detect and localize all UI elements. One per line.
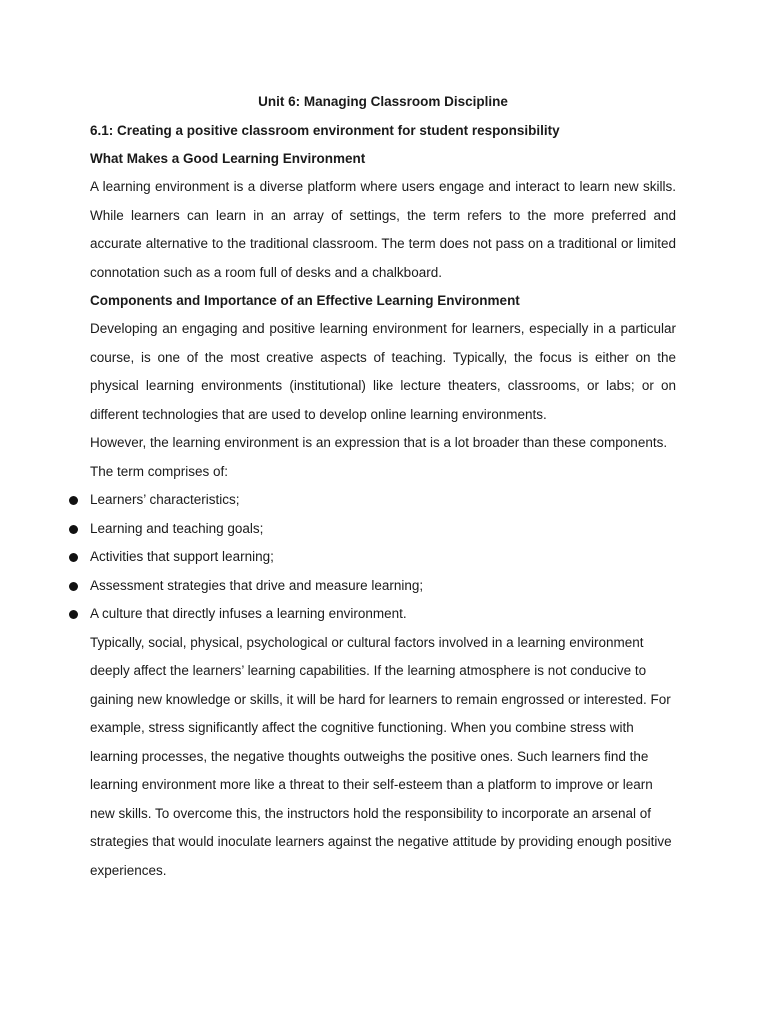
document-title: Unit 6: Managing Classroom Discipline [258, 94, 508, 109]
list-item-text: A culture that directly infuses a learning environment. [90, 606, 407, 621]
list-item [90, 572, 676, 601]
bullet-icon [69, 525, 78, 534]
paragraph-broader: However, the learning environment is an expression that is a lot broader than these components. The term comprises of: [90, 435, 668, 479]
bullet-icon [69, 553, 78, 562]
list-item [90, 486, 676, 515]
list-item-text: Learning and teaching goals; [90, 520, 264, 536]
list-item-text: Learners’ characteristics; [90, 492, 240, 507]
list-item-text: Assessment strategies that drive and measure learning; [90, 577, 424, 593]
document-body [90, 88, 676, 885]
paragraph-definition: A learning environment is a diverse platform where users engage and interact to learn new skills. While learners can learn in an array of settings, the term refers to the more preferred and accurate alternative to the traditional classroom. The term does not pass on a traditional or limited connotation such as a room full of desks and a chalkboard. [90, 179, 676, 280]
subheading-good-learning-environment: What Makes a Good Learning Environment [90, 151, 366, 166]
bullet-icon [69, 610, 78, 619]
components-list [90, 486, 676, 629]
list-item [90, 600, 676, 629]
bullet-icon [69, 496, 78, 505]
section-heading: 6.1: Creating a positive classroom environment for student responsibility [90, 123, 560, 138]
list-item [90, 543, 676, 572]
bullet-icon [69, 582, 78, 591]
paragraph-factors: Typically, social, physical, psychological or cultural factors involved in a learning environment deeply affect the learners’ learning capabilities. If the learning atmosphere is not conducive to gaining new knowledge or skills, it will be hard for learners to remain engrossed or interested. For example, stress significantly affect the cognitive functioning. When you combine stress with learning processes, the negative thoughts outweighs the positive ones. Such learners find the learning environment more like a threat to their self-esteem than a platform to improve or learn new skills. To overcome this, the instructors hold the responsibility to incorporate an arsenal of strategies that would inoculate learners against the negative attitude by providing enough positive experiences. [90, 634, 672, 878]
paragraph-developing: Developing an engaging and positive learning environment for learners, especially in a particular course, is one of the most creative aspects of teaching. Typically, the focus is either on the physical learning environments (institutional) like lecture theaters, classrooms, or labs; or on different technologies that are used to develop online learning environments. [90, 321, 676, 422]
list-item-text: Activities that support learning; [90, 549, 274, 564]
subheading-components: Components and Importance of an Effective Learning Environment [90, 293, 520, 308]
list-item [90, 515, 676, 544]
